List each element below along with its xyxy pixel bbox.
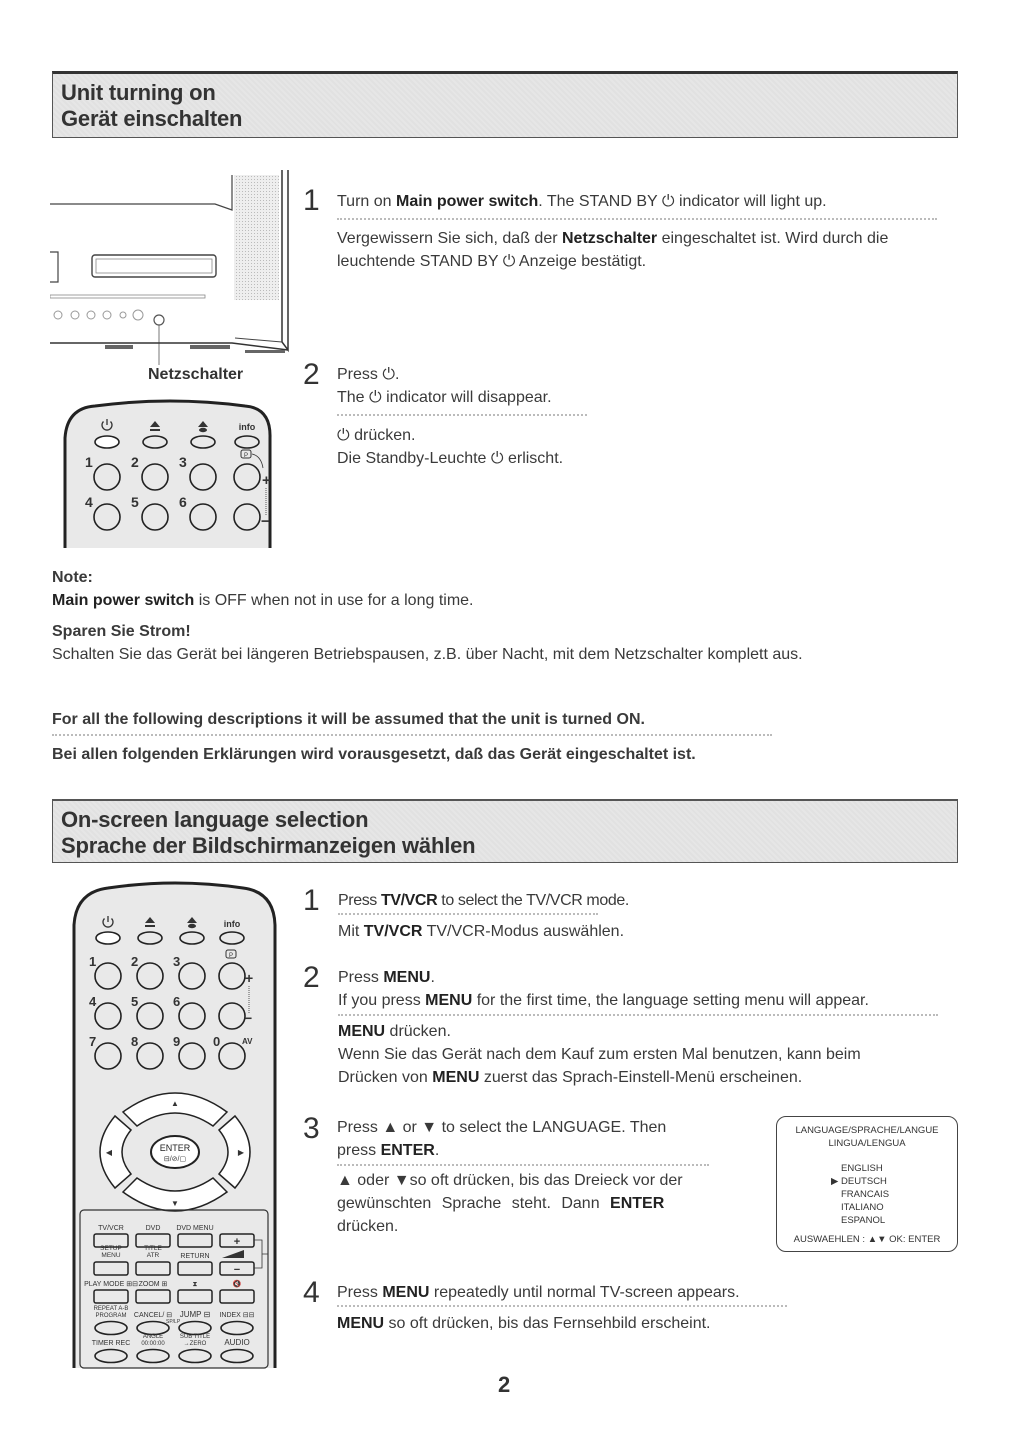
digit-label: 5 (131, 494, 139, 510)
button-label: TV/VCR (98, 1225, 124, 1232)
divider (337, 218, 937, 220)
button-label: INDEX ⊟⊟ (219, 1312, 255, 1319)
button-label: TIMER REC (91, 1340, 131, 1347)
up-arrow-icon: ▲ (171, 1099, 179, 1108)
divider (337, 414, 587, 416)
button-label: DVD MENU (176, 1225, 214, 1232)
digit-label: 4 (85, 494, 93, 510)
step-1-text-en: Turn on Main power switch. The STAND BY ⏻ indicator will light up. (337, 193, 827, 210)
eject-disc-icon (188, 924, 196, 928)
step-1-number: 1 (303, 184, 320, 217)
assumption-en: For all the following descriptions it will be assumed that the unit is turned ON. (52, 711, 645, 728)
info-label: info (223, 919, 241, 929)
button-label: ATR (146, 1252, 160, 1259)
button-label: DVD (145, 1225, 161, 1232)
step-1-number: 1 (303, 884, 320, 917)
step-4-number: 4 (303, 1276, 320, 1309)
digit-label: 3 (179, 454, 187, 470)
right-arrow-icon: ▶ (237, 1148, 245, 1157)
step-3-text-de: ▲ oder ▼so oft drücken, bis das Dreieck vor der gewünschten Sprache steht. Dann ENTER drücken. (337, 1172, 683, 1235)
minus-label: − (261, 513, 270, 530)
menu-option: ITALIANO (841, 1202, 884, 1213)
remote-control-full-illustration (68, 880, 283, 1370)
button-label: →ZERO (183, 1341, 207, 1347)
menu-option: ▶ DEUTSCH (831, 1176, 887, 1187)
eject-bar-icon (150, 429, 160, 431)
step-1-text-en: Press TV/VCR to select the TV/VCR mode. (338, 892, 629, 909)
button-label: PROGRAM (95, 1313, 127, 1319)
section-title-en: Unit turning on (61, 80, 216, 105)
button-label: PLAY MODE ⊞⊟ (84, 1281, 138, 1288)
divider (52, 734, 772, 736)
menu-option: ENGLISH (841, 1163, 883, 1174)
note-heading: Note: (52, 569, 93, 586)
menu-title: LANGUAGE/SPRACHE/LANGUE (795, 1125, 939, 1136)
enter-sub-label: ⊟/⊘/▢ (163, 1156, 187, 1163)
volume-plus-icon: + (233, 1236, 241, 1248)
button-label: SUB TITLE (179, 1334, 211, 1340)
step-2-number: 2 (303, 961, 320, 994)
enter-label: ENTER (159, 1143, 191, 1153)
button-label: RETURN (180, 1253, 210, 1260)
figure-label-netzschalter: Netzschalter (148, 366, 244, 383)
divider (337, 1305, 787, 1307)
digit-label: 9 (173, 1034, 181, 1049)
note-text-en: Main power switch is OFF when not in use for a long time. (52, 592, 474, 609)
note-heading-de: Sparen Sie Strom! (52, 623, 191, 640)
step-2-text-en: Press MENU. If you press MENU for the first time, the language setting menu will appear. (338, 969, 869, 1009)
eject-disc-icon (199, 428, 207, 432)
divider (337, 1164, 709, 1166)
step-4-text-en: Press MENU repeatedly until normal TV-screen appears. (337, 1284, 740, 1301)
step-2-text-de: ⏻ drücken. Die Standby-Leuchte ⏻ erlischt. (337, 427, 564, 467)
button-label: 🔇 (232, 1281, 242, 1288)
minus-label: − (244, 1010, 253, 1026)
left-arrow-icon: ◀ (105, 1148, 113, 1157)
digit-label: 6 (173, 994, 181, 1009)
plus-label: + (245, 970, 254, 986)
digit-label: 7 (89, 1034, 97, 1049)
power-switch-icon (154, 315, 164, 325)
button-label: 00:00:00 (141, 1341, 165, 1347)
info-label: info (238, 422, 256, 432)
button-label: ZOOM ⊞ (138, 1281, 168, 1288)
button-label: REPEAT A-B (93, 1306, 129, 1312)
section-header-language-selection (52, 799, 958, 863)
step-1-text-de: Vergewissern Sie sich, daß der Netzschalter eingeschaltet ist. Wird durch die leuchtende STAND BY ⏻ Anzeige bestätigt. (337, 230, 889, 270)
step-2-text-de: MENU drücken. Wenn Sie das Gerät nach dem Kauf zum ersten Mal benutzen, kann beim Drücken von MENU zuerst das Sprach-Einstell-Menü erscheinen. (338, 1023, 861, 1086)
section-header-unit-turning-on (52, 71, 958, 138)
divider (338, 1014, 938, 1016)
digit-label: 5 (131, 994, 139, 1009)
button-label: AUDIO (224, 1338, 250, 1347)
menu-option: FRANCAIS (841, 1189, 890, 1200)
digit-label: 1 (89, 954, 97, 969)
button-label: TITLE (144, 1245, 162, 1252)
program-label: P (228, 953, 234, 959)
button-label: ⧗ (192, 1281, 198, 1288)
down-arrow-icon: ▼ (171, 1199, 179, 1208)
page-number: 2 (498, 1372, 511, 1397)
section-title-en: On-screen language selection (61, 807, 369, 832)
remote-control-top-illustration (55, 398, 285, 548)
button-label: JUMP ⊟ (179, 1310, 211, 1319)
menu-option: ESPANOL (841, 1215, 886, 1226)
step-1-text-de: Mit TV/VCR TV/VCR-Modus auswählen. (338, 923, 625, 940)
section-title-de: Gerät einschalten (61, 106, 243, 131)
assumption-de: Bei allen folgenden Erklärungen wird vorausgesetzt, daß das Gerät eingeschaltet ist. (52, 746, 696, 763)
digit-label: 6 (179, 494, 187, 510)
volume-minus-icon: − (233, 1264, 241, 1276)
av-label: AV (242, 1037, 253, 1046)
section-title-de: Sprache der Bildschirmanzeigen wählen (61, 833, 476, 858)
note-text-de: Schalten Sie das Gerät bei längeren Betriebspausen, z.B. über Nacht, mit dem Netzschalter komplett aus. (52, 646, 803, 663)
menu-options-list (777, 1162, 957, 1227)
step-3-text-en: Press ▲ or ▼ to select the LANGUAGE. Then press ENTER. (337, 1119, 667, 1159)
digit-label: 4 (89, 994, 97, 1009)
button-label: SETUP (100, 1245, 122, 1252)
sp-lp-label: SP/LP (166, 1319, 181, 1325)
plus-label: + (262, 472, 271, 489)
digit-label: 1 (85, 454, 93, 470)
button-label: MENU (101, 1252, 121, 1259)
digit-label: 2 (131, 954, 139, 969)
program-label: P (243, 453, 249, 459)
remote-button (96, 932, 120, 944)
digit-label: 2 (131, 454, 139, 470)
selection-cursor-icon: ▶ (831, 1176, 839, 1187)
button-label: ANGLE (142, 1334, 164, 1340)
digit-label: 3 (173, 954, 181, 969)
step-2-text-en: Press ⏻. The ⏻ indicator will disappear. (337, 366, 552, 406)
language-menu-screen (776, 1116, 958, 1252)
digit-label: 8 (131, 1034, 139, 1049)
digit-label: 0 (213, 1034, 221, 1049)
divider (338, 913, 598, 915)
remote-button (95, 436, 119, 448)
step-4-text-de: MENU so oft drücken, bis das Fernsehbild erscheint. (337, 1315, 711, 1332)
menu-subtitle: LINGUA/LENGUA (828, 1138, 906, 1149)
step-3-number: 3 (303, 1112, 320, 1145)
menu-footer: AUSWAEHLEN : ▲▼ OK: ENTER (793, 1234, 941, 1245)
step-2-number: 2 (303, 358, 320, 391)
eject-bar-icon (145, 925, 155, 927)
button-label: CANCEL/ ⊟ (133, 1312, 173, 1319)
